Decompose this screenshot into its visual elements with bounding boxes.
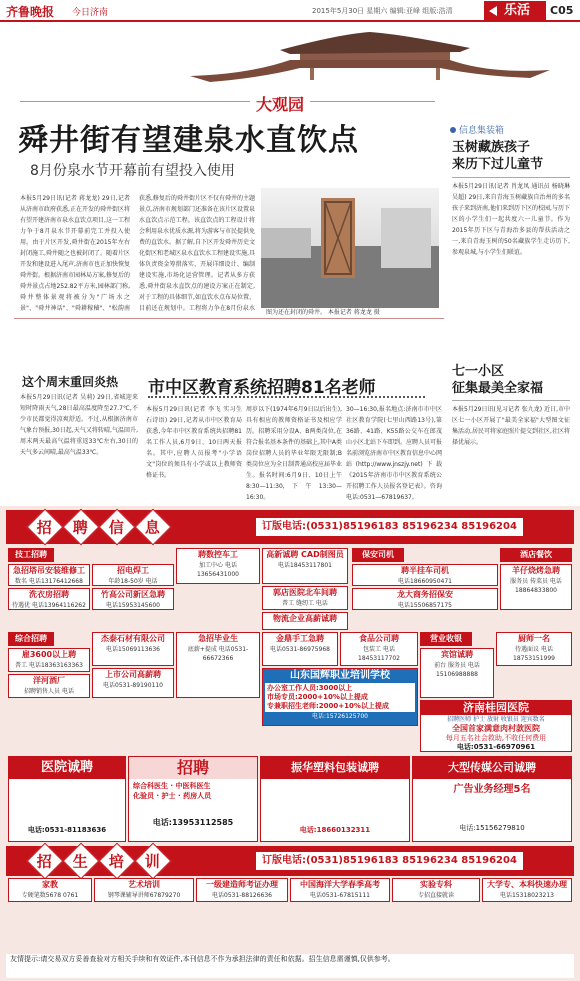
sidebar-story2-head1: 七一小区 xyxy=(452,364,505,379)
section-tab xyxy=(484,1,546,20)
ad-box: 聘数控车工 加工中心 电话13656431000 xyxy=(176,548,260,584)
training-ad-box: 家教 专硬笔数5678 0761 xyxy=(8,878,92,902)
training-ad-box: 大学专、本科快速办理 电话15318023213 xyxy=(482,878,572,902)
section-name: 乐活 xyxy=(504,3,531,18)
recruit-banner xyxy=(6,510,574,544)
banner-char: 招 xyxy=(27,843,64,880)
banner-char: 培 xyxy=(99,843,136,880)
banner-char: 信 xyxy=(99,509,136,546)
recruit-banner-title xyxy=(32,514,166,540)
feature-headline: 舜井街有望建泉水直饮点 xyxy=(18,123,359,158)
ad-box: 龙大商务招保安 电话15506857175 xyxy=(352,588,498,610)
banner-char: 生 xyxy=(63,843,100,880)
ad-box: 竹高公司新区急聘 电话15953145600 xyxy=(92,588,174,610)
sidebar-story2-head2: 征集最美全家福 xyxy=(452,381,544,396)
banner-char: 招 xyxy=(27,509,64,546)
banner-char: 训 xyxy=(135,843,172,880)
banner-char: 聘 xyxy=(63,509,100,546)
feature-subhead: 8月份泉水节开幕前有望投入使用 xyxy=(30,163,235,179)
hospital-ad: 济南桂园医院 招聘医师 护士 放射 收银员 迎宾数名 全国首家满意肉村款医院 每月五名社会救助,不收任何费用 电话:0531-66970961 xyxy=(420,700,572,752)
issue-meta: 2015年5月30日 星期六 编辑:亚峰 组版:浩清 xyxy=(312,7,453,15)
training-ad-box: 艺术培训 钢琴课辅导讲师67879270 xyxy=(94,878,194,902)
ad-box: 杰泰石材有限公司 电话15069113636 xyxy=(92,632,174,666)
training-banner-title xyxy=(32,848,166,874)
feature-column-2: 获悉,修复后的舜井街片区不仅有舜井的主题景点,济南市规划部门还准备在该片区设置泉水直饮点示范工程。该直饮点的工程设计将会利用泉水优质水源,将为游客与市民提供免费的直饮水。据了解,自下区开发舜井历史文化街区和老城区泉水直饮水工程建设实施,具体负责资金筹措落实、开展详细设计、编制建设实施,市场化运营管理。记者从多方获悉,舜井街泉水直饮点的建设方案正在制定,对于工程的具体细节,如直饮水点布局位置、目前还在规划中。工程将力争在8月份泉水 xyxy=(139,195,255,312)
hospital-recruit-ad: 医院诚聘 电话:0531-81183636 xyxy=(8,756,126,842)
ad-box: 急招塔吊安装维修工 数名 电话13176412668 xyxy=(8,564,90,586)
edu-headline-rule xyxy=(148,396,425,398)
edu-column-1: 本报5月29日讯(记者 李飞 实习生 石诗语) 29日,记者从市中区教育局获悉,今年市中区教育系统共招聘81名工作人员,6月9日、10日两天报名。其中,应聘人员报考"小学语文"岗位的须具有小学或以上教师资格证书。 xyxy=(146,406,242,479)
ad-box: 物流企业高薪诚聘 xyxy=(262,612,348,630)
sidebar-section-label: 信息集装箱 xyxy=(450,123,504,136)
edu-column-2: 周岁以下(1974年6月9日以后出生),具有相应的教师资格证书及相应学历。招聘采用分设A、B两类岗位,在符合报名基本条件的基础上,其中A类岗位招聘人员的毕业年限无限制;B类岗位应为全日制普通高校应届毕业生。报名时间:6月9日、10日上午8:30—11:30,下午13:30—16:30。 xyxy=(246,406,342,501)
column-kicker: 大观园 xyxy=(250,92,310,115)
tab-security-driver: 保安司机 xyxy=(352,548,404,562)
ad-box: 宾馆诚聘 前台 服务员 电话15106988888 xyxy=(420,648,494,698)
training-ad-box: 中国海洋大学春季高考 电话0531-67815111 xyxy=(290,878,390,902)
weather-headline: 这个周末重回炎热 xyxy=(22,375,119,389)
edu-headline: 市中区教育系统招聘81名老师 xyxy=(148,378,376,398)
sidebar-story1-body: 本报5月29日讯(记者 肖龙凤 通讯员 杨晓琳 吴超) 29日,来自青海玉树藏族自治州的多名孩子来到济南,他们来到历下区的校园,与历下区的小学生们一起共度六一儿童节。作为2015年历下区与青海治多县的帮扶活动之一,来自青海玉树的50名藏族学生走访历下,参观泉城,与小学生们联谊。 xyxy=(452,183,570,256)
training-school-ad: 山东国辉职业培训学校 办公室工作人员:3000以上 市场专员:2000+10%以上提成 专兼职招生老师:2000+10%以上提成 电话:15726125700 xyxy=(262,668,418,726)
ad-box: 食品公司聘 包装工 电话18453117702 xyxy=(340,632,418,666)
section-arrow-icon xyxy=(489,6,497,16)
sidebar-story2-body: 本报5月29日讯(见习记者 张九龙) 近日,市中区七一小区开展了"最美全家福"大型图文征集活动,居民可将家庭照片提交到社区,社区将择优展示。 xyxy=(452,406,570,446)
banner-char: 息 xyxy=(135,509,172,546)
section-divider xyxy=(14,318,444,319)
shun-well-photo xyxy=(261,188,439,308)
sidebar-rule-2 xyxy=(452,400,570,401)
kicker-rule xyxy=(20,101,435,102)
feature-column-1: 本报5月29日讯(记者 蒋龙龙) 29日,记者从济南市政府获悉,正在开发的舜井街区将有望开建济南市泉水直饮点项目,这一工程力争于8月泉水节开幕前完工并投入使用。由于片区开发,舜井街在2015年左右封闭施工,舜井随之也被封闭了。随着片区开发和建设进入尾声,济南市也正加快恢复舜井街。根据济南市园林局方案,修复后的舜井景点占地252.82平方米,园林部门称,舜井整体景观将被分为"广场水之景"、"舜井神话"、"舜耕稼穑"、"松韵南 xyxy=(20,195,130,312)
weather-body: 本报5月29日讯(记者 吴莉) 29日,省城迎来短时降雨天气,28日最高温度降至27.7℃,不少市民都觉得凉爽舒适。不过,从根据济南市气象台预报,30日起,天气又将转晴,气温回升,周末两天最高气温将重返33℃左右,30日的天气多云间晴,最高气温33℃。 xyxy=(20,394,138,456)
plastic-packaging-ad: 振华塑料包装诚聘 电话:18660132311 xyxy=(260,756,410,842)
media-company-ad: 大型传媒公司诚聘 广告业务经理5名 电话:15156279810 xyxy=(412,756,572,842)
training-phone: 订版电话:(0531)85196183 85196234 85196204 xyxy=(256,852,523,870)
ad-box: 聘半挂车司机 电话18660950471 xyxy=(352,564,498,586)
ad-box: 洗衣房招聘 待遇优 电话13964116262 xyxy=(8,588,90,610)
ad-box: 郭店医院北车间聘 普工 缝纫工 电话 xyxy=(262,586,348,610)
photo-caption: 图为还在封闭的舜井。 本报记者 蒋龙龙 摄 xyxy=(266,309,380,316)
ad-box: 雇3600以上聘 普工 电话18363163363 xyxy=(8,648,90,672)
sidebar-story1-head2: 来历下过儿童节 xyxy=(452,157,544,172)
ad-box: 急招毕业生 底薪+提成 电话0531-66672366 xyxy=(176,632,260,698)
training-ad-box: 一级建造师考证办理 电话0531-88126636 xyxy=(196,878,288,902)
classifieds-disclaimer: 友情提示:请交易双方妥善查验对方相关手续和有效证件,本刊信息不作为承担法律的责任和依据。招生信息需谨慎,仅供参考。 xyxy=(6,954,574,978)
tab-general: 综合招聘 xyxy=(8,632,54,646)
edu-column-3: 30—16:30,报名地点:济南市市中区社区教育学院(七里山西路13号),第36路、41路、K55路公交车在郎茂山小区北站下车即到。应聘人员可报名前浏览济南市中区教育信息中心网站(http://www.jnszjy.net)下载《2015年济南市市中区教育系统公开招聘工作人员报名登记表》。咨询电话:0531—67819637。 xyxy=(346,406,442,501)
clinic-recruit-ad: 招聘 综合科医生 · 中医科医生 化验员 · 护士 · 药房人员 电话:13953112585 xyxy=(128,756,258,842)
training-ad-box: 实验专科 专招直接就读 xyxy=(392,878,480,902)
paper-name: 齐鲁晚报 xyxy=(6,5,55,19)
ad-box: 厨师一名 待遇面议 电话18753151999 xyxy=(496,632,572,666)
tab-hotel-dining: 酒店餐饮 xyxy=(500,548,572,562)
bullet-icon xyxy=(450,127,456,133)
sidebar-story1-head1: 玉树藏族孩子 xyxy=(452,140,531,155)
ad-box: 招电焊工 年龄18-50岁 电话 xyxy=(92,564,174,586)
tab-sales-cashier: 营业收银 xyxy=(420,632,472,646)
sidebar-rule xyxy=(452,177,570,178)
training-banner xyxy=(6,846,574,876)
edition-label: 今日济南 xyxy=(72,8,109,18)
pavilion-roof-illustration xyxy=(190,26,550,82)
ad-box: 上市公司高薪聘 电话0531-89190110 xyxy=(92,668,174,698)
ad-box: 羊仔烧烤急聘 服务员 传菜员 电话18864833800 xyxy=(500,564,572,610)
well-tower-image xyxy=(261,188,439,308)
page-number: C05 xyxy=(550,4,574,17)
recruit-phone: 订版电话:(0531)85196183 85196234 85196204 xyxy=(256,518,523,536)
page-header xyxy=(0,0,580,22)
ad-box: 金鼎手工急聘 电话0531-86975968 xyxy=(262,632,338,666)
ad-box: 高新诚聘 CAD制图员 电话18453117801 xyxy=(262,548,348,584)
ad-box: 洋河酒厂 招聘销售人员 电话 xyxy=(8,674,90,698)
tab-technician: 技工招聘 xyxy=(8,548,54,562)
